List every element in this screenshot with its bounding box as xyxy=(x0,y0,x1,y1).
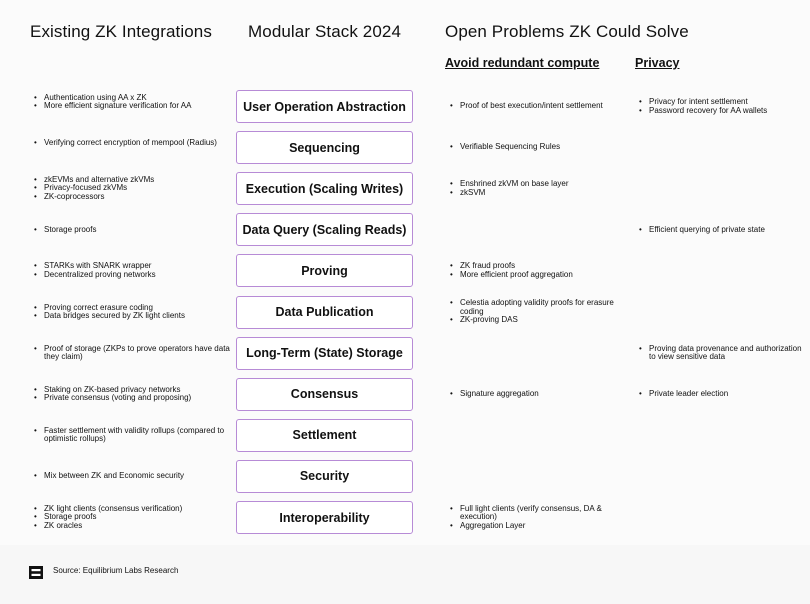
bullet-item: • Enshrined zkVM on base layer xyxy=(450,180,618,189)
bullet-item: • More efficient signature verification for AA xyxy=(34,102,230,111)
bullet-item: • Privacy for intent settlement xyxy=(639,98,807,107)
stack-layer-box: Data Query (Scaling Reads) xyxy=(236,213,413,246)
compute-problems-list xyxy=(450,102,618,111)
equilibrium-logo-icon xyxy=(29,566,43,579)
bullet-item: • Celestia adopting validity proofs for erasure coding xyxy=(450,299,618,316)
stack-layer-box: Proving xyxy=(236,254,413,287)
stack-layer-box: Interoperability xyxy=(236,501,413,534)
bullet-item: • zkEVMs and alternative zkVMs xyxy=(34,176,230,185)
stack-layer-box: Settlement xyxy=(236,419,413,452)
existing-integrations-list xyxy=(34,262,230,279)
heading-open-problems: Open Problems ZK Could Solve xyxy=(445,22,689,41)
existing-integrations-list xyxy=(34,472,230,481)
bullet-item: • Proof of best execution/intent settlement xyxy=(450,102,618,111)
bullet-item: • ZK fraud proofs xyxy=(450,262,618,271)
existing-integrations-list xyxy=(34,304,230,321)
existing-integrations-list xyxy=(34,505,230,531)
stack-layer-box: User Operation Abstraction xyxy=(236,90,413,123)
bullet-item: • Verifying correct encryption of mempool (Radius) xyxy=(34,139,230,148)
privacy-problems-list xyxy=(639,98,807,115)
bullet-item: • Proving correct erasure coding xyxy=(34,304,230,313)
bullet-item: • ZK-proving DAS xyxy=(450,316,618,325)
stack-layer-box: Long-Term (State) Storage xyxy=(236,337,413,370)
subheading-privacy: Privacy xyxy=(635,56,680,70)
bullet-item: • Authentication using AA x ZK xyxy=(34,94,230,103)
source-note: Source: Equilibrium Labs Research xyxy=(53,566,179,575)
existing-integrations-list xyxy=(34,386,230,403)
compute-problems-list xyxy=(450,262,618,279)
compute-problems-list xyxy=(450,390,618,399)
bullet-item: • Proving data provenance and authorization to view sensitive data xyxy=(639,345,807,362)
privacy-problems-list xyxy=(639,345,807,362)
compute-problems-list xyxy=(450,299,618,325)
heading-modular-stack: Modular Stack 2024 xyxy=(248,22,401,41)
compute-problems-list xyxy=(450,180,618,197)
bullet-item: • Storage proofs xyxy=(34,226,230,235)
bullet-item: • Decentralized proving networks xyxy=(34,271,230,280)
bullet-item: • Private consensus (voting and proposing) xyxy=(34,394,230,403)
existing-integrations-list xyxy=(34,176,230,202)
privacy-problems-list xyxy=(639,226,807,235)
bullet-item: • zkSVM xyxy=(450,189,618,198)
bullet-item: • Signature aggregation xyxy=(450,390,618,399)
privacy-problems-list xyxy=(639,390,807,399)
stack-layer-box: Execution (Scaling Writes) xyxy=(236,172,413,205)
existing-integrations-list xyxy=(34,94,230,111)
bullet-item: • Aggregation Layer xyxy=(450,522,618,531)
bullet-item: • Proof of storage (ZKPs to prove operators have data they claim) xyxy=(34,345,230,362)
subheading-avoid-redundant-compute: Avoid redundant compute xyxy=(445,56,600,70)
bullet-item: • ZK-coprocessors xyxy=(34,193,230,202)
existing-integrations-list xyxy=(34,345,230,362)
compute-problems-list xyxy=(450,505,618,531)
existing-integrations-list xyxy=(34,139,230,148)
bullet-item: • Full light clients (verify consensus, DA & execution) xyxy=(450,505,618,522)
bullet-item: • Privacy-focused zkVMs xyxy=(34,184,230,193)
bullet-item: • Staking on ZK-based privacy networks xyxy=(34,386,230,395)
bullet-item: • ZK light clients (consensus verification) xyxy=(34,505,230,514)
bullet-item: • Faster settlement with validity rollups (compared to optimistic rollups) xyxy=(34,427,230,444)
existing-integrations-list xyxy=(34,427,230,444)
bullet-item: • Verifiable Sequencing Rules xyxy=(450,143,618,152)
stack-layer-box: Data Publication xyxy=(236,296,413,329)
bullet-item: • Password recovery for AA wallets xyxy=(639,107,807,116)
bullet-item: • Efficient querying of private state xyxy=(639,226,807,235)
bullet-item: • Data bridges secured by ZK light clients xyxy=(34,312,230,321)
stack-layer-box: Sequencing xyxy=(236,131,413,164)
compute-problems-list xyxy=(450,143,618,152)
bullet-item: • ZK oracles xyxy=(34,522,230,531)
heading-existing-zk-integrations: Existing ZK Integrations xyxy=(30,22,212,41)
stack-layer-box: Consensus xyxy=(236,378,413,411)
bullet-item: • STARKs with SNARK wrapper xyxy=(34,262,230,271)
bullet-item: • Storage proofs xyxy=(34,513,230,522)
bullet-item: • More efficient proof aggregation xyxy=(450,271,618,280)
stack-layer-box: Security xyxy=(236,460,413,493)
bullet-item: • Private leader election xyxy=(639,390,807,399)
bullet-item: • Mix between ZK and Economic security xyxy=(34,472,230,481)
existing-integrations-list xyxy=(34,226,230,235)
